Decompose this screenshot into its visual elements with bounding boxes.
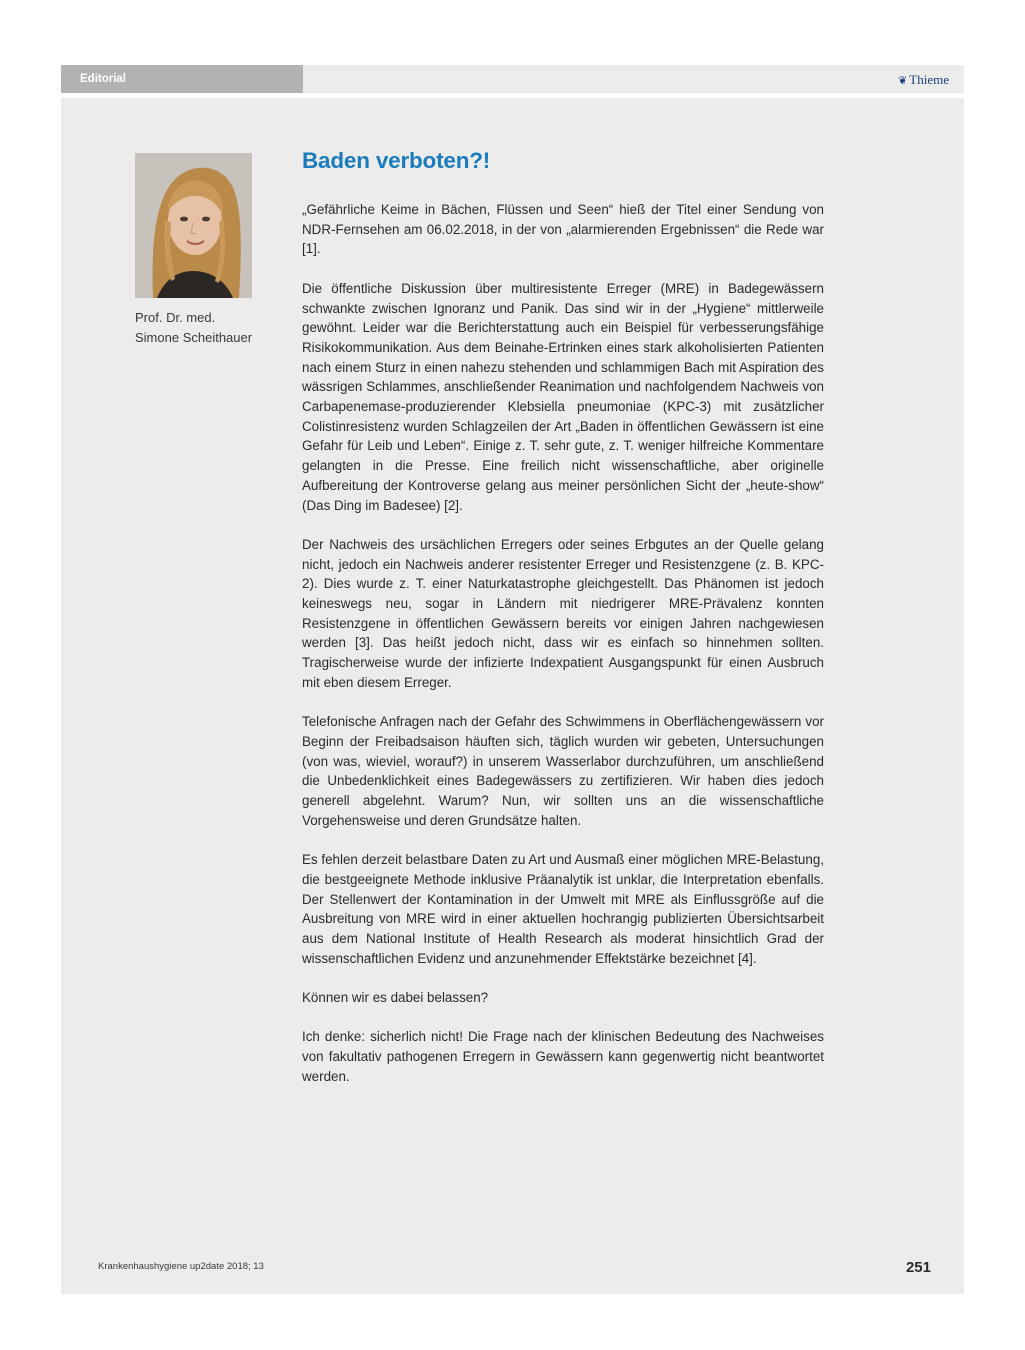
- author-photo: [135, 153, 252, 298]
- journal-citation: Krankenhaushygiene up2date 2018; 13: [98, 1261, 264, 1272]
- author-name: Simone Scheithauer: [135, 329, 253, 345]
- paragraph: Es fehlen derzeit belastbare Daten zu Art und Ausmaß einer möglichen MRE-Belastung, die bestgeeignete Methode inklusive Präanalytik ist unklar, die Interpretation ebenfalls. Der Stellenwert der Kontamination in der Umwelt mit MRE als Einflussgröße auf die Ausbreitung von MRE wird in einer aktuellen hochrangig publizierten Übersichtsarbeit aus dem National Institute of Health Research als moderat hinsichtlich Grad der wissenschaftlichen Evidenz und anzunehmender Effektstärke bezeichnet [4].: [302, 852, 824, 966]
- page-number: 251: [905, 1259, 931, 1276]
- thieme-logo-icon: ❦: [898, 74, 908, 87]
- paragraph: Telefonische Anfragen nach der Gefahr des Schwimmens in Oberflächengewässern vor Beginn der Freibadsaison häuften sich, täglich wurden wir gebeten, Untersuchungen (von was, wieviel, worauf?) in unserem Wasserlabor durchzuführen, um anschließend die Unbedenklichkeit eines Badegewässers zu zertifizieren. Wir haben dies jedoch generell abgelehnt. Warum? Nun, wir sollten uns an die wissenschaftliche Vorgehensweise und deren Grundsätze halten.: [302, 714, 824, 828]
- paragraph: Können wir es dabei belassen?: [302, 990, 489, 1006]
- paragraph: Ich denke: sicherlich nicht! Die Frage nach der klinischen Bedeutung des Nachweises von fakultativ pathogenen Erregern in Gewässern kann gegenwertig nicht beantwortet werden.: [302, 1029, 824, 1084]
- article-title: Baden verboten?!: [302, 148, 491, 173]
- publisher-name: Thieme: [909, 72, 949, 87]
- paragraph: Der Nachweis des ursächlichen Erregers oder seines Erbgutes an der Quelle gelang nicht, jedoch ein Nachweis anderer resistenter Erreger und Resistenzgene (z. B. KPC-2). Dies wurde z. T. einer Naturkatastrophe gleichgestellt. Das Phänomen ist jedoch keineswegs neu, sogar in Ländern mit niedrigerer MRE-Prävalenz konnten Resistenzgene in öffentlichen Gewässern bereits vor einigen Jahren nachgewiesen werden [3]. Das heißt jedoch nicht, dass wir es einfach so hinnehmen sollten. Tragischerweise wurde der infizierte Indexpatient Ausgangspunkt für einen Ausbruch mit eben diesem Erreger.: [302, 536, 824, 690]
- publisher-logo: [898, 72, 949, 88]
- author-caption: [135, 308, 252, 347]
- paragraph: „Gefährliche Keime in Bächen, Flüssen und Seen“ hieß der Titel einer Sendung von NDR-Fernsehen am 06.02.2018, in der von „alarmierenden Ergebnissen“ die Rede war [1].: [302, 202, 824, 257]
- author-title: Prof. Dr. med.: [135, 310, 216, 325]
- section-label: Editorial: [61, 65, 303, 93]
- article-body: [302, 200, 824, 1106]
- paragraph: Die öffentliche Diskussion über multiresistente Erreger (MRE) in Badegewässern schwankte zwischen Ignoranz und Panik. Das sind wir in der „Hygiene“ mittlerweile gewöhnt. Leider war die Berichterstattung auch ein Beispiel für verbesserungsfähige Risikokommunikation. Aus dem Beinahe-Ertrinken eines stark alkoholisierten Patienten nach einem Sturz in einen nahezu stehenden und schlammigen Bach mit Aspiration des wässrigen Schlammes, anschließender Reanimation und nachfolgendem Nachweis von Carbapenemase-produzierender Klebsiella pneumoniae (KPC-3) mit zusätzlicher Colistinresistenz wurden Schlagzeilen der Art „Baden in öffentlichen Gewässern ist eine Gefahr für Leib und Leben“. Einige z. T. sehr gute, z. T. weniger hilfreiche Kommentare gelangten in die Presse. Eine freilich nicht wissenschaftliche, aber originelle Aufbereitung der Kontroverse gelang aus meiner persönlichen Sicht der „heute-show“ (Das Ding im Badesee) [2].: [302, 280, 824, 513]
